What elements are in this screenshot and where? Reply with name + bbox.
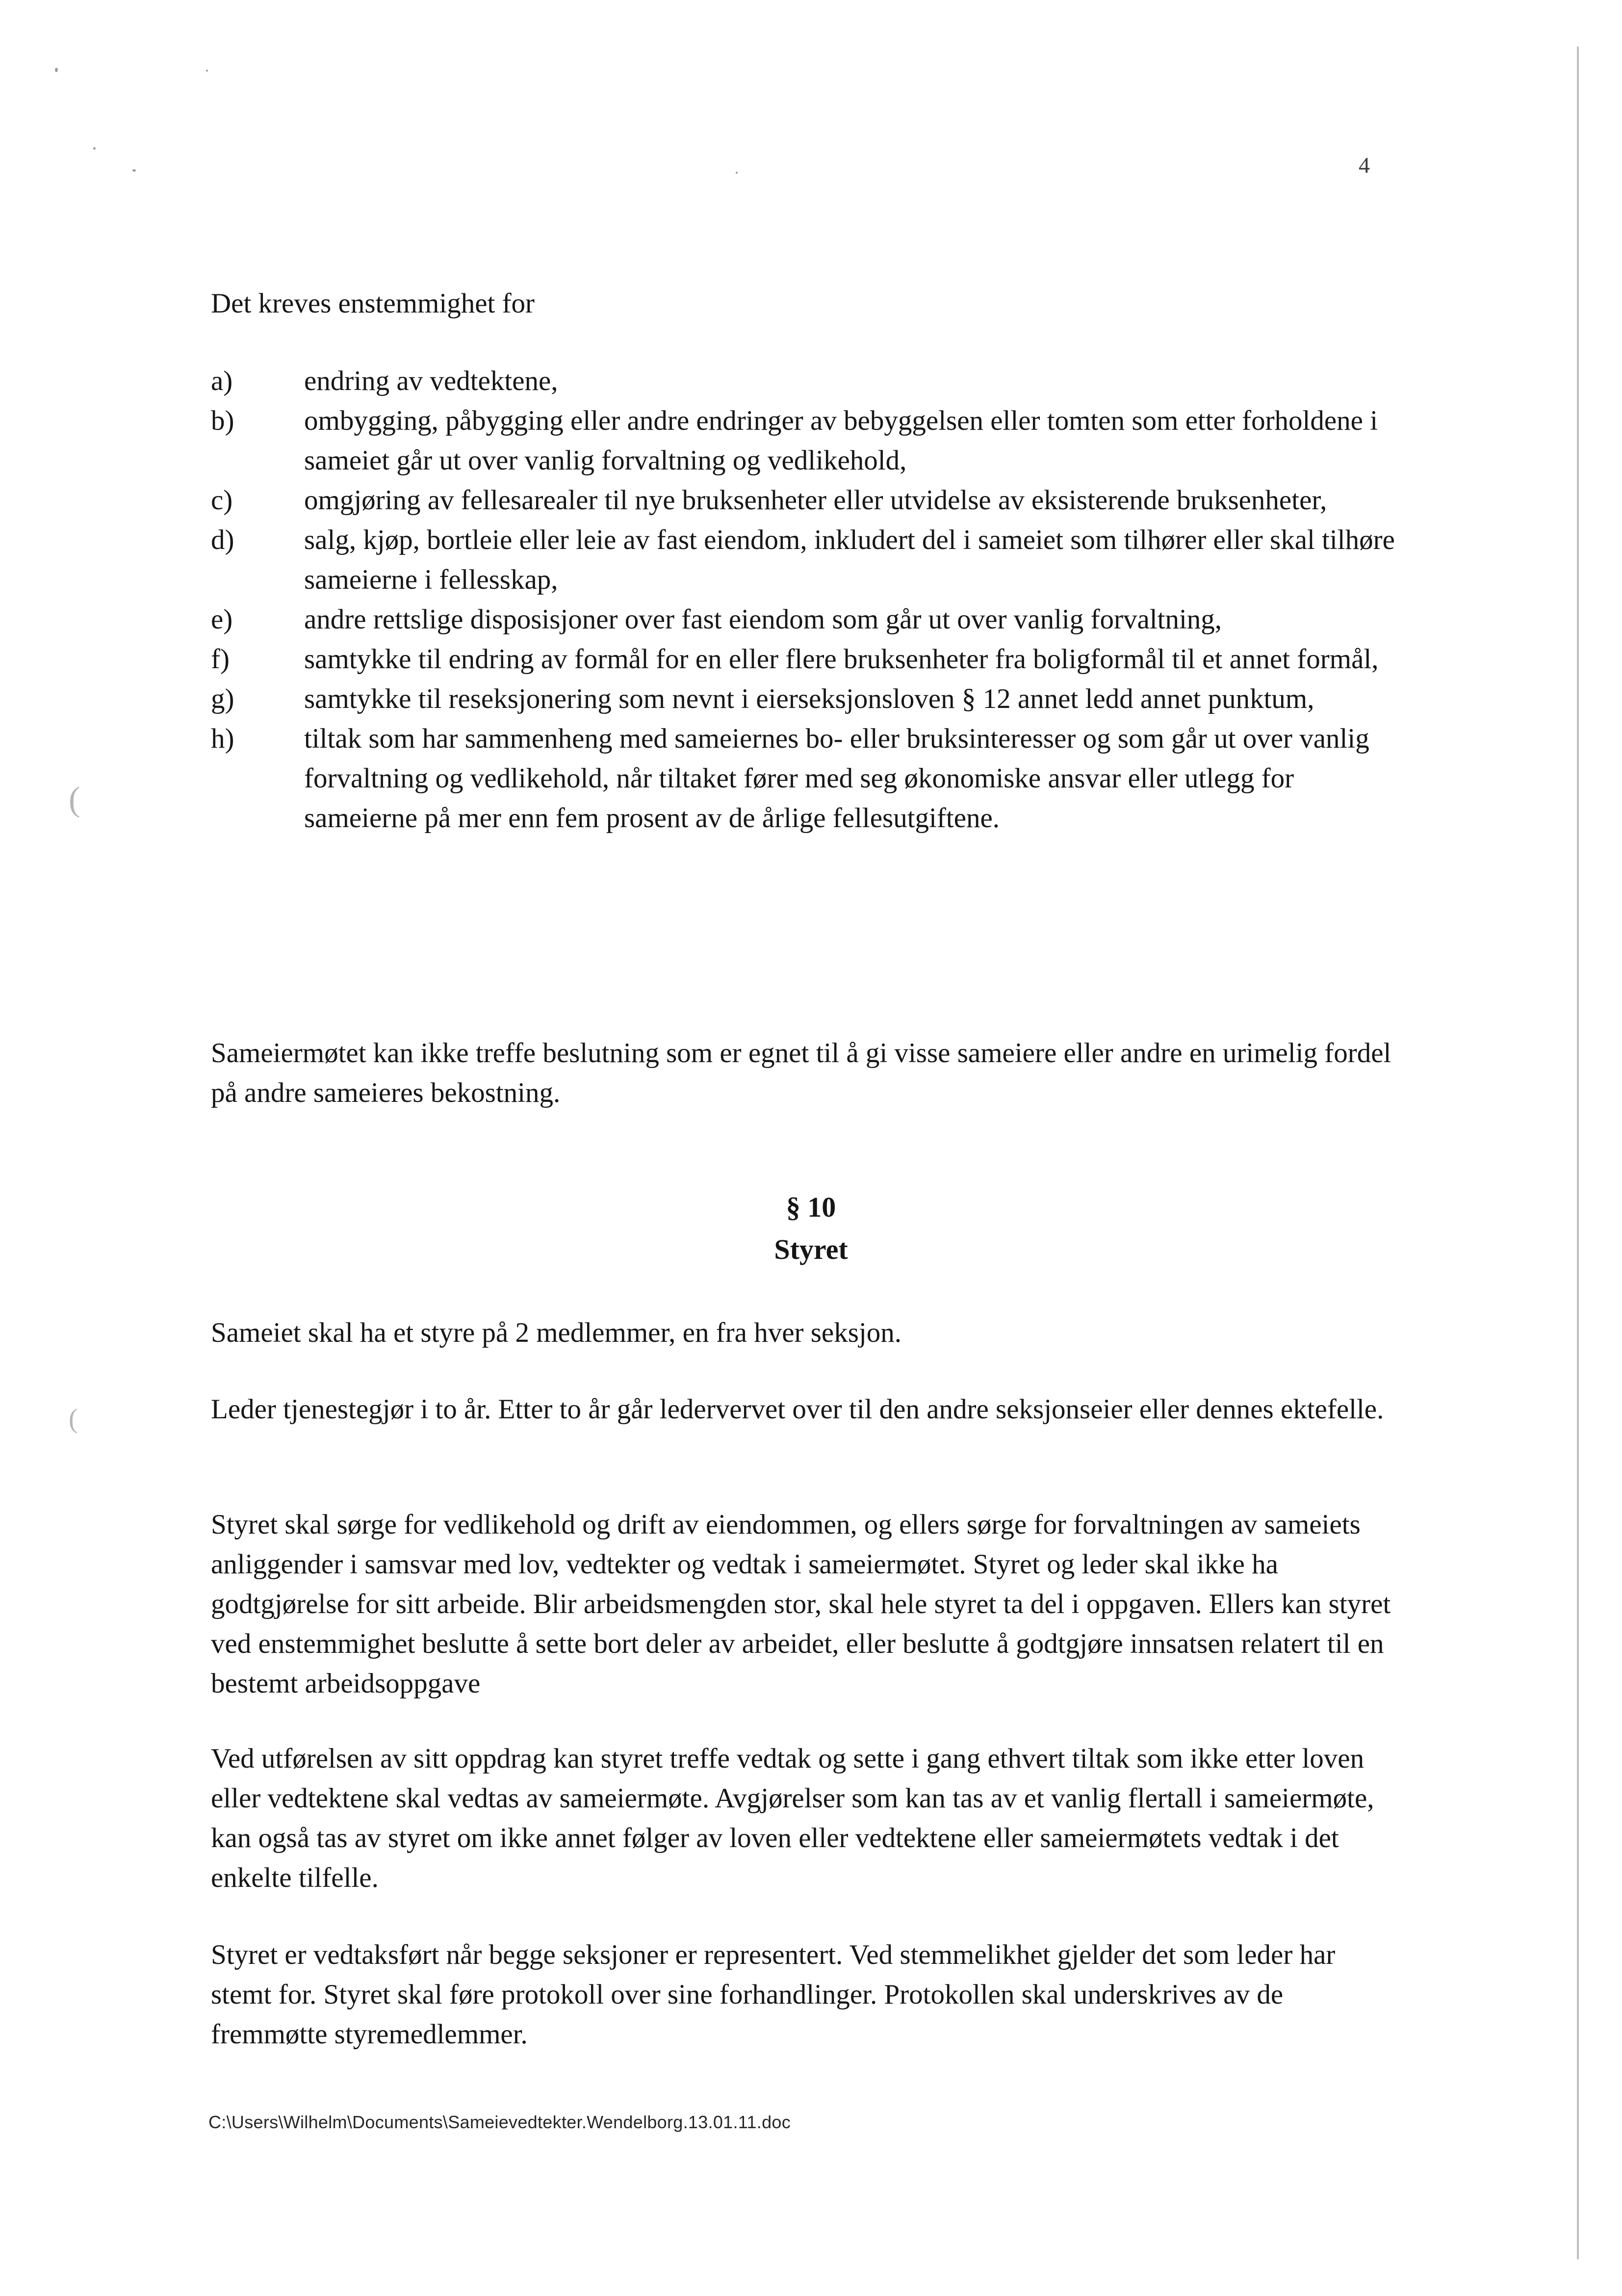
list-letter: f): [211, 644, 230, 675]
paragraph-quorum: Styret er vedtaksført når begge seksjoner er representert. Ved stemmelikhet gjelder det som leder har stemt for. Styret skal føre protokoll over sine forhandlinger. Protokollen skal underskrives av de fremmøtte styremedlemmer.: [211, 1939, 1336, 2050]
page-number: 4: [1359, 153, 1370, 178]
footer-file-path: C:\Users\Wilhelm\Documents\Sameievedtekter.Wendelborg.13.01.11.doc: [208, 2112, 791, 2132]
intro-text: Det kreves enstemmighet for: [211, 288, 535, 319]
list-text: samtykke til endring av formål for en eller flere bruksenheter fra boligformål til et annet formål,: [304, 644, 1379, 675]
list-text: endring av vedtektene,: [304, 365, 558, 396]
list-item: [211, 361, 1403, 401]
list-text: omgjøring av fellesarealer til nye bruksenheter eller utvidelse av eksisterende bruksenheter,: [304, 485, 1327, 516]
paragraph-board-members: Sameiet skal ha et styre på 2 medlemmer, en fra hver seksjon.: [211, 1317, 901, 1348]
scan-edge-line: [1577, 47, 1579, 2259]
list-letter: h): [211, 723, 234, 754]
scan-speck: [206, 70, 208, 72]
list-letter: g): [211, 683, 234, 714]
list-text: ombygging, påbygging eller andre endringer av bebyggelsen eller tomten som etter forholdene i sameiet går ut over vanlig forvaltning og vedlikehold,: [304, 405, 1378, 476]
scan-mark: (: [69, 781, 80, 818]
scan-speck: [736, 172, 738, 174]
paragraph-leader-term: Leder tjenestegjør i to år. Etter to år går ledervervet over til den andre seksjonseier eller dennes ektefelle.: [211, 1394, 1384, 1425]
list-text: samtykke til reseksjonering som nevnt i eierseksjonsloven § 12 annet ledd annet punktum,: [304, 683, 1314, 714]
scan-speck: [132, 169, 136, 172]
list-item: [211, 679, 1403, 719]
paragraph-unfair-advantage: Sameiermøtet kan ikke treffe beslutning som er egnet til å gi visse sameiere eller andre en urimelig fordel på andre sameieres bekostning.: [211, 1038, 1391, 1108]
list-letter: a): [211, 365, 233, 396]
scan-speck: [93, 147, 96, 150]
list-text: andre rettslige disposisjoner over fast eiendom som går ut over vanlig forvaltning,: [304, 604, 1222, 635]
list-item: [211, 719, 1403, 838]
section-title: Styret: [774, 1233, 848, 1265]
scan-speck: [55, 68, 58, 72]
section-number: § 10: [786, 1191, 836, 1223]
list-item: [211, 639, 1403, 679]
paragraph-board-duties: Styret skal sørge for vedlikehold og drift av eiendommen, og ellers sørge for forvaltningen av sameiets anliggender i samsvar med lov, vedtekter og vedtak i sameiermøtet. Styret og leder skal ikke ha godtgjørelse for sitt arbeide. Blir arbeidsmengden stor, skal hele styret ta del i oppgaven. Ellers kan styret ved enstemmighet beslutte å sette bort deler av arbeidet, eller beslutte å godtgjøre innsatsen relatert til en bestemt arbeidsoppgave: [211, 1509, 1391, 1699]
list-text: salg, kjøp, bortleie eller leie av fast eiendom, inkludert del i sameiet som tilhører eller skal tilhøre sameierne i fellesskap,: [304, 524, 1395, 595]
requirement-list: [211, 361, 1403, 838]
list-item: [211, 480, 1403, 520]
list-item: [211, 600, 1403, 639]
list-letter: c): [211, 485, 233, 516]
list-item: [211, 401, 1403, 480]
list-letter: d): [211, 524, 234, 555]
list-letter: e): [211, 604, 233, 635]
paragraph-board-authority: Ved utførelsen av sitt oppdrag kan styret treffe vedtak og sette i gang ethvert tiltak som ikke etter loven eller vedtektene skal vedtas av sameiermøte. Avgjørelser som kan tas av et vanlig flertall i sameiermøte, kan også tas av styret om ikke annet følger av loven eller vedtektene eller sameiermøtets vedtak i det enkelte tilfelle.: [211, 1743, 1374, 1893]
scan-mark: (: [69, 1404, 78, 1434]
list-letter: b): [211, 405, 234, 436]
list-item: [211, 520, 1403, 600]
list-text: tiltak som har sammenheng med sameiernes bo- eller bruksinteresser og som går ut over vanlig forvaltning og vedlikehold, når tiltaket fører med seg økonomiske ansvar eller utlegg for sameierne på mer enn fem prosent av de årlige fellesutgiftene.: [304, 723, 1369, 834]
